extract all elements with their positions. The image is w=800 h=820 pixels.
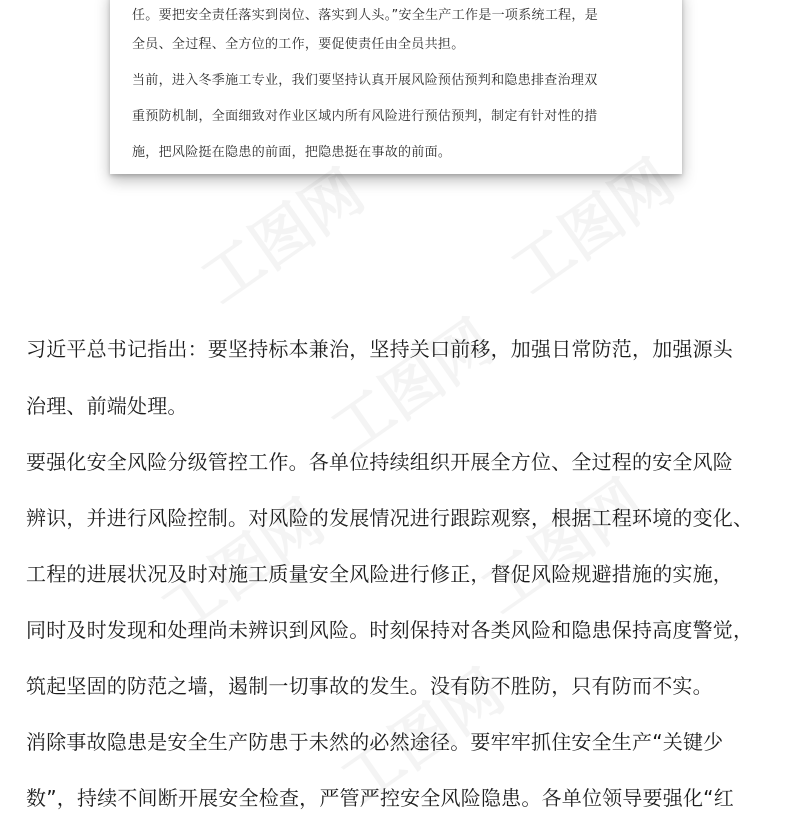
document-card	[110, 0, 682, 174]
main-paragraph-line: 工程的进展状况及时对施工质量安全风险进行修正，督促风险规避措施的实施，	[26, 562, 733, 586]
watermark	[462, 456, 659, 630]
card-paragraph-line: 当前，进入冬季施工专业，我们要坚持认真开展风险预估预判和隐患排查治理双	[132, 73, 598, 88]
main-paragraph-line: 消除事故隐患是安全生产防患于未然的必然途径。要牢牢抓住安全生产“关键少	[26, 730, 724, 754]
main-paragraph-line: 辨识，并进行风险控制。对风险的发展情况进行跟踪观察，根据工程环境的变化、	[26, 506, 754, 530]
main-paragraph-line: 筑起坚固的防范之墙，遏制一切事故的发生。没有防不胜防，只有防而不实。	[26, 674, 713, 698]
card-paragraph-line: 任。要把安全责任落实到岗位、落实到人头。”安全生产工作是一项系统工程，是	[132, 8, 599, 23]
main-paragraph-line: 数”，持续不间断开展安全检查，严管严控安全风险隐患。各单位领导要强化“红	[26, 786, 734, 810]
main-paragraph-line: 治理、前端处理。	[26, 394, 188, 418]
main-paragraph-line: 习近平总书记指出：要坚持标本兼治，坚持关口前移，加强日常防范，加强源头	[26, 337, 733, 361]
main-paragraph-line: 要强化安全风险分级管控工作。各单位持续组织开展全方位、全过程的安全风险	[26, 450, 733, 474]
card-paragraph-line: 施，把风险挺在隐患的前面，把隐患挺在事故的前面。	[132, 145, 452, 160]
main-paragraph-line: 同时及时发现和处理尚未辨识到风险。时刻保持对各类风险和隐患保持高度警觉，	[26, 618, 754, 642]
watermark	[312, 296, 509, 470]
card-paragraph-line: 全员、全过程、全方位的工作，要促使责任由全员共担。	[132, 37, 465, 52]
card-paragraph-line: 重预防机制，全面细致对作业区域内所有风险进行预估预判，制定有针对性的措	[132, 109, 598, 124]
